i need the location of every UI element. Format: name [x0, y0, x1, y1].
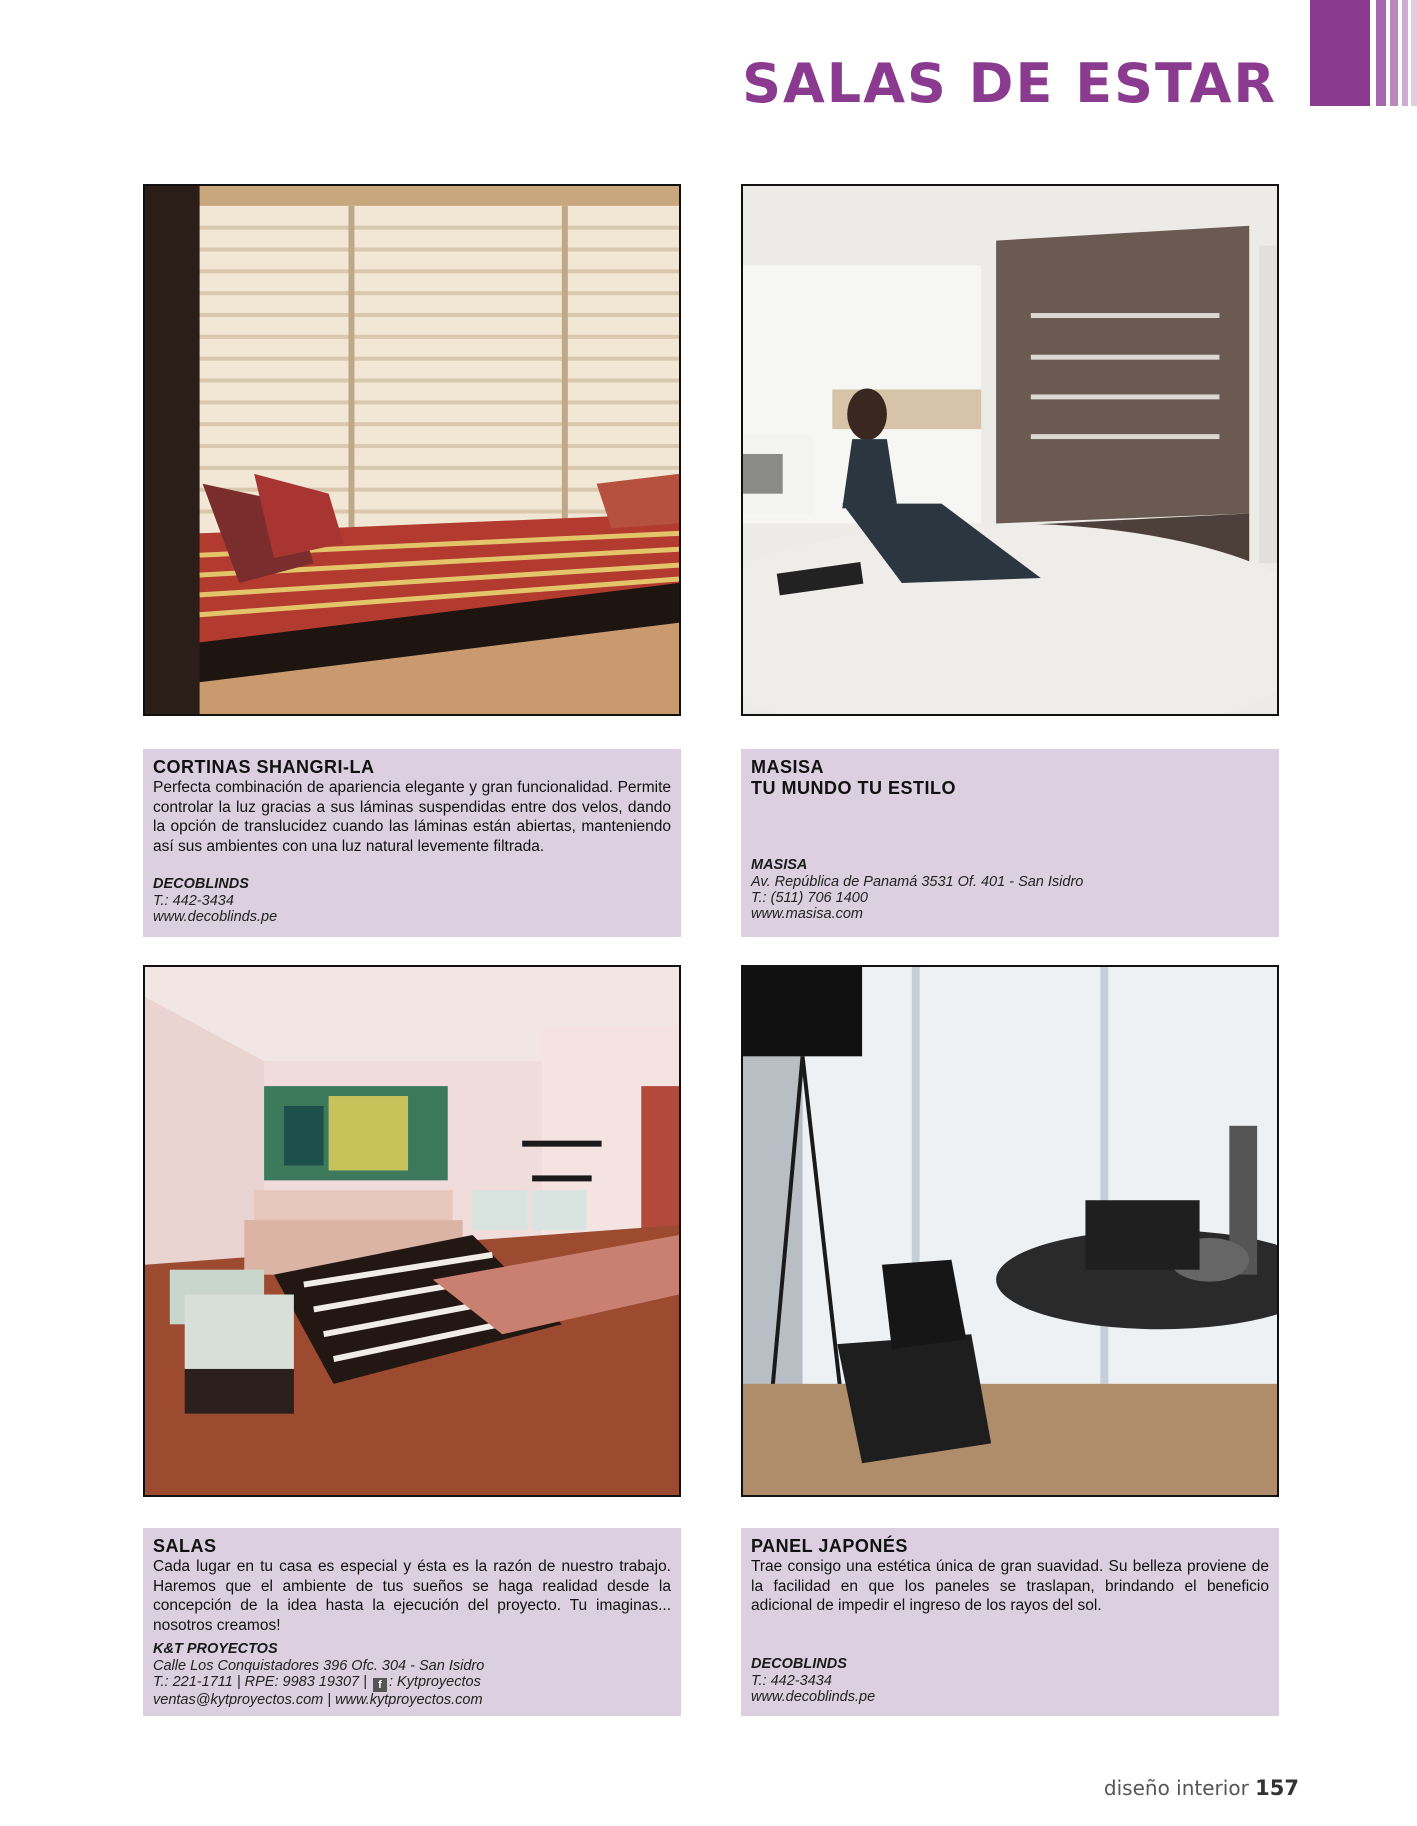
photo-masisa-living [741, 184, 1279, 716]
card-description: Cada lugar en tu casa es especial y ésta es la razón de nuestro trabajo. Haremos que el ambiente de tus sueños se haga realidad desde la concepción de la idea hasta la ejecución del proyecto. Tu imaginas... nosotros creamos! [153, 1558, 671, 1634]
facebook-icon: f [373, 1678, 387, 1692]
card-title: PANEL JAPONÉS [751, 1536, 908, 1556]
card-description: Trae consigo una estética única de gran suavidad. Su belleza proviene de la facilidad en que los paneles se traslapan, brindando el beneficio adicional de impedir el ingreso de los rayos del sol. [751, 1558, 1269, 1614]
photo-panel-japones [741, 965, 1279, 1497]
photo-kt-salas [143, 965, 681, 1497]
card-title: MASISA [751, 757, 825, 777]
company-address: Calle Los Conquistadores 396 Ofc. 304 - San Isidro [153, 1658, 485, 1674]
company-address: Av. República de Panamá 3531 Of. 401 - San Isidro [751, 874, 1084, 890]
phone-rpe-text: T.: 221-1711 | RPE: 9983 19307 | [153, 1674, 367, 1690]
company-name: K&T PROYECTOS [153, 1641, 278, 1657]
company-phone: T.: 442-3434 [751, 1672, 832, 1689]
company-name: DECOBLINDS [751, 1655, 847, 1672]
company-name: MASISA [751, 857, 808, 873]
card-description: Perfecta combinación de apariencia elegante y gran funcionalidad. Permite controlar la luz gracias a sus láminas suspendidas entre dos velos, dando la opción de translucidez cuando las láminas están abiertas, manteniendo así sus ambientes con una luz natural levemente filtrada. [153, 779, 671, 855]
caption-shangrila [143, 749, 681, 937]
card-subtitle: TU MUNDO TU ESTILO [751, 778, 956, 798]
company-website[interactable]: www.masisa.com [751, 906, 863, 922]
page-title: SALAS DE ESTAR [742, 52, 1277, 115]
caption-masisa [741, 749, 1279, 937]
caption-panel-japones [741, 1528, 1279, 1716]
page-footer [1104, 1776, 1299, 1800]
company-name: DECOBLINDS [153, 876, 249, 892]
company-website[interactable]: www.decoblinds.pe [751, 1688, 876, 1705]
company-website[interactable]: www.decoblinds.pe [153, 909, 278, 925]
company-contact[interactable]: ventas@kytproyectos.com | www.kytproyectos.com [153, 1692, 483, 1708]
company-phone-rpe [153, 1674, 671, 1692]
page-number: 157 [1255, 1776, 1299, 1800]
photo-shangrila-blinds [143, 184, 681, 716]
facebook-handle[interactable]: : Kytproyectos [388, 1674, 481, 1690]
company-phone: T.: 442-3434 [153, 893, 234, 909]
caption-kt-salas [143, 1528, 681, 1716]
card-title: CORTINAS SHANGRI-LA [153, 757, 375, 777]
section-tab-decoration [1310, 0, 1417, 106]
card-title: SALAS [153, 1536, 217, 1556]
company-phone: T.: (511) 706 1400 [751, 890, 868, 906]
magazine-name: diseño interior [1103, 1776, 1249, 1800]
